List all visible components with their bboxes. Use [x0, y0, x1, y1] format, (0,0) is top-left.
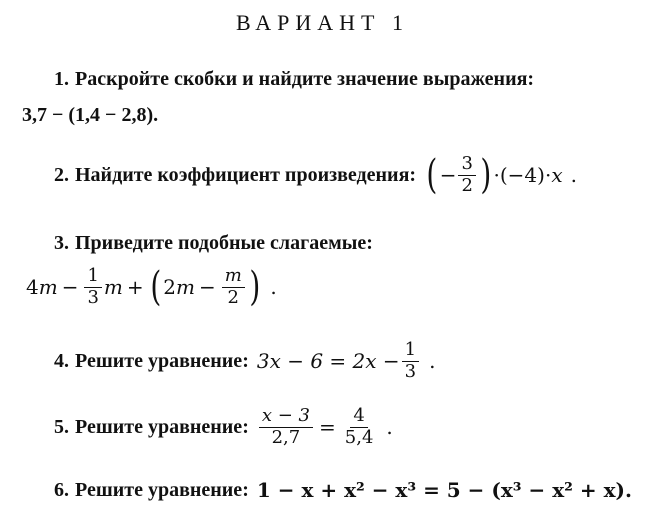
task-3-fraction-2: [222, 264, 245, 308]
task-2-text: Найдите коэффициент произведения:: [75, 163, 417, 186]
variant-title: ВАРИАНТ 1: [235, 10, 409, 35]
task-2-number: 2.: [54, 163, 69, 186]
task-5-fraction-1-denominator: 2,7: [271, 426, 301, 448]
task-4-text: Решите уравнение:: [75, 349, 249, 372]
task-2-fraction-denominator: 2: [461, 174, 473, 196]
task-2: [54, 150, 577, 200]
task-3-var-2: m: [103, 275, 123, 299]
task-5: [54, 404, 393, 450]
task-5-end: .: [386, 415, 393, 439]
task-2-end: .: [570, 163, 577, 187]
task-5-fraction-2: [342, 404, 377, 448]
task-2-variable: x: [551, 163, 563, 187]
task-5-equals: =: [319, 415, 336, 439]
task-3-fraction-1-numerator: 1: [84, 267, 101, 288]
task-1-expression: 3,7 − (1,4 − 2,8).: [22, 104, 159, 126]
task-4: [54, 338, 435, 384]
task-1-number: 1.: [54, 68, 69, 90]
task-3-text: Приведите подобные слагаемые:: [75, 232, 373, 254]
task-3-var-1: m: [38, 275, 58, 299]
task-3-coef-a: 4: [26, 275, 39, 299]
task-3-number: 3.: [54, 232, 69, 254]
task-3-fraction-2-numerator: m: [222, 267, 245, 288]
task-5-fraction-1-numerator: x − 3: [259, 407, 313, 428]
task-6: [54, 478, 632, 502]
task-4-fraction-denominator: 3: [404, 360, 417, 382]
task-4-number: 4.: [54, 349, 69, 372]
task-1: [54, 68, 534, 91]
task-1-expression-line: [22, 104, 158, 127]
task-2-minus: −: [439, 163, 457, 187]
task-3-var-3: m: [176, 275, 195, 299]
task-6-expression: 1 − x + x² − x³ = 5 − (x³ − x² + x).: [256, 478, 632, 502]
task-5-fraction-1: [259, 404, 313, 448]
task-4-fraction: [402, 338, 419, 382]
task-6-text: Решите уравнение:: [75, 478, 249, 501]
task-2-formula: ( − $\frac{3}{2}$ ) ·(−4)· x .: [426, 152, 577, 198]
task-3-fraction-1: [84, 264, 101, 308]
task-5-fraction-2-numerator: 4: [350, 407, 367, 428]
task-3-end: .: [270, 275, 277, 299]
task-3-coef-b: 2: [163, 275, 176, 299]
task-4-fraction-numerator: 1: [402, 341, 419, 362]
task-5-formula: [257, 404, 393, 448]
task-5-number: 5.: [54, 415, 69, 438]
task-4-lhs: 3x − 6 = 2x −: [256, 349, 400, 373]
task-3-fraction-1-denominator: 3: [87, 286, 99, 308]
task-4-formula: [256, 338, 436, 382]
task-3-expression-line: [26, 262, 277, 312]
task-5-text: Решите уравнение:: [75, 415, 249, 438]
task-4-end: .: [429, 349, 436, 373]
task-2-fraction: [458, 152, 475, 196]
task-2-tail: ·(−4)·: [493, 163, 552, 187]
task-1-text: Раскройте скобки и найдите значение выражения:: [75, 68, 535, 90]
task-3-fraction-2-denominator: 2: [227, 286, 239, 308]
task-5-fraction-2-denominator: 5,4: [344, 426, 374, 448]
task-3-formula: 4 m − $\frac{1}{3}$ m + ( 2 m − $\frac{m}{2}$ ) .: [26, 264, 277, 310]
task-6-number: 6.: [54, 478, 69, 501]
task-3: [54, 232, 373, 255]
task-2-fraction-numerator: 3: [458, 155, 475, 176]
